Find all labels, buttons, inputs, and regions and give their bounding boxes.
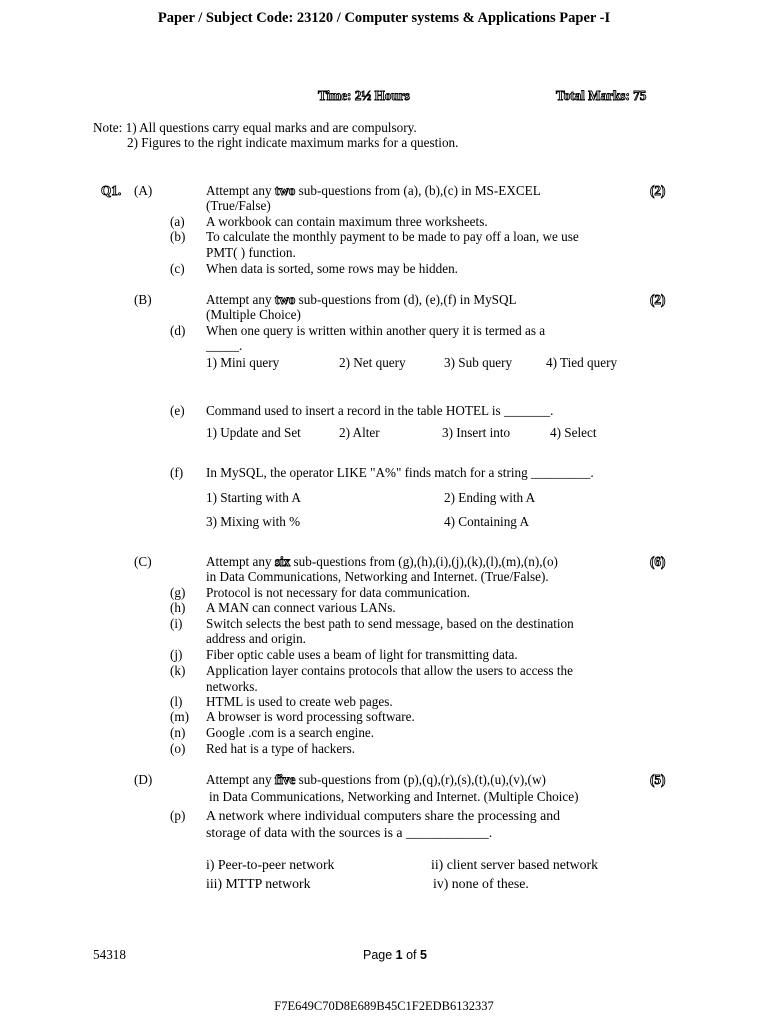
paper-code: 54318 <box>93 947 126 962</box>
item-label: (d) <box>170 323 186 338</box>
item-text: Application layer contains protocols that allow the users to access the <box>206 663 573 678</box>
item-label: (c) <box>170 261 185 276</box>
section-a-label: (A) <box>134 183 153 198</box>
item-text: In MySQL, the operator LIKE "A%" finds match for a string _________. <box>206 465 594 480</box>
option: iii) MTTP network <box>206 876 311 891</box>
item-text: When one query is written within another query it is termed as a <box>206 323 546 338</box>
option: iv) none of these. <box>433 876 529 891</box>
total-marks: Total Marks: 75 <box>556 88 647 103</box>
section-b-label: (B) <box>134 292 152 307</box>
page-number <box>363 947 427 963</box>
exam-time: Time: 2½ Hours <box>318 88 410 103</box>
instruction-post: sub-questions from (p),(q),(r),(s),(t),(u),(v),(w) <box>295 772 546 787</box>
item-label: (n) <box>170 725 186 740</box>
option: 3) Insert into <box>442 425 511 440</box>
instruction-post: sub-questions from (d), (e),(f) in MySQL <box>295 292 517 307</box>
section-a-marks: (2) <box>650 183 666 198</box>
item-label: (p) <box>170 808 186 823</box>
option: 4) Select <box>550 425 597 440</box>
option: i) Peer-to-peer network <box>206 857 335 872</box>
instruction-post: sub-questions from (a), (b),(c) in MS-EXCEL <box>295 183 541 198</box>
option: 3) Mixing with % <box>206 514 301 529</box>
section-a-instruction-line2: (True/False) <box>206 198 271 213</box>
item-text: A network where individual computers share the processing and <box>206 808 561 823</box>
option: 2) Net query <box>339 355 406 370</box>
item-label: (f) <box>170 465 184 480</box>
item-text-line2: address and origin. <box>206 631 306 646</box>
instruction-pre: Attempt any <box>206 292 275 307</box>
item-text: When data is sorted, some rows may be hidden. <box>206 261 458 276</box>
option: 3) Sub query <box>444 355 513 370</box>
instruction-pre: Attempt any <box>206 183 275 198</box>
option: 1) Update and Set <box>206 425 301 440</box>
item-text: Fiber optic cable uses a beam of light for transmitting data. <box>206 647 518 662</box>
paper-title: Paper / Subject Code: 23120 / Computer systems & Applications Paper -I <box>157 10 611 26</box>
option: 4) Containing A <box>444 514 529 529</box>
item-label: (m) <box>170 709 190 724</box>
item-text: To calculate the monthly payment to be made to pay off a loan, we use <box>206 229 579 244</box>
option: ii) client server based network <box>431 857 599 872</box>
page-prefix: Page <box>363 948 396 962</box>
instruction-post: sub-questions from (g),(h),(i),(j),(k),(l),(m),(n),(o) <box>290 554 558 569</box>
section-d-label: (D) <box>134 772 153 787</box>
option: 1) Mini query <box>206 355 280 370</box>
item-label: (j) <box>170 647 183 662</box>
item-text: Protocol is not necessary for data communication. <box>206 585 471 600</box>
instruction-count: two <box>274 292 296 307</box>
option: 2) Alter <box>339 425 380 440</box>
section-c-instruction-line2: in Data Communications, Networking and Internet. (True/False). <box>206 569 549 584</box>
document-hash: F7E649C70D8E689B45C1F2EDB6132337 <box>274 999 494 1013</box>
item-text: A MAN can connect various LANs. <box>206 600 396 615</box>
item-text: Command used to insert a record in the table HOTEL is _______. <box>206 403 554 418</box>
section-d-instruction <box>206 772 546 788</box>
page-current: 1 <box>395 948 403 962</box>
page-of: of <box>402 948 420 962</box>
option: 2) Ending with A <box>444 490 536 505</box>
item-text: Red hat is a type of hackers. <box>206 741 356 756</box>
item-text-line2: networks. <box>206 679 258 694</box>
item-text-line2: _____. <box>206 338 243 353</box>
item-text-line2: PMT( ) function. <box>206 245 296 260</box>
section-b-instruction-line2: (Multiple Choice) <box>206 307 301 322</box>
section-d-marks: (5) <box>650 772 666 787</box>
item-text: Google .com is a search engine. <box>206 725 375 740</box>
option: 1) Starting with A <box>206 490 301 505</box>
question-number: Q1. <box>101 183 122 198</box>
section-c-marks: (6) <box>650 554 666 569</box>
option: 4) Tied query <box>546 355 618 370</box>
instruction-count: two <box>274 183 296 198</box>
note-1: Note: 1) All questions carry equal marks and are compulsory. <box>93 120 417 135</box>
item-text: A browser is word processing software. <box>206 709 415 724</box>
section-a-instruction <box>206 183 541 199</box>
item-label: (b) <box>170 229 186 244</box>
instruction-count: six <box>274 554 291 569</box>
section-b-instruction <box>206 292 517 308</box>
item-text-line2: storage of data with the sources is a ____________. <box>206 825 493 840</box>
item-label: (k) <box>170 663 186 678</box>
item-text: Switch selects the best path to send message, based on the destination <box>206 616 574 631</box>
item-label: (e) <box>170 403 185 418</box>
item-label: (o) <box>170 741 186 756</box>
item-label: (h) <box>170 600 186 615</box>
page-total: 5 <box>420 948 427 962</box>
item-text: HTML is used to create web pages. <box>206 694 393 709</box>
instruction-pre: Attempt any <box>206 554 275 569</box>
section-b-marks: (2) <box>650 292 666 307</box>
item-label: (i) <box>170 616 183 631</box>
section-c-instruction <box>206 554 558 570</box>
item-label: (g) <box>170 585 186 600</box>
note-2: 2) Figures to the right indicate maximum marks for a question. <box>127 135 459 150</box>
section-c-label: (C) <box>134 554 152 569</box>
item-label: (l) <box>170 694 183 709</box>
item-label: (a) <box>170 214 185 229</box>
instruction-pre: Attempt any <box>206 772 275 787</box>
section-d-instruction-line2: in Data Communications, Networking and Internet. (Multiple Choice) <box>209 789 579 804</box>
instruction-count: five <box>274 772 296 787</box>
item-text: A workbook can contain maximum three worksheets. <box>206 214 488 229</box>
